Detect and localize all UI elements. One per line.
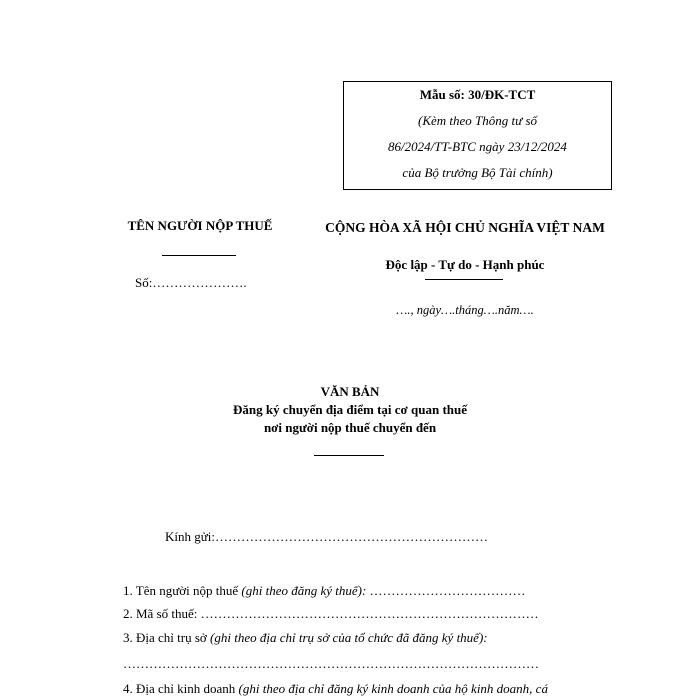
document-number-line: Số:…………………. <box>135 275 247 290</box>
addressee-line: Kính gửi:……………………………………………………… <box>165 529 489 544</box>
item-taxpayer-name <box>123 583 526 599</box>
form-code: Mẫu số: 30/ĐK-TCT <box>419 87 536 102</box>
item-dots: …………………………………………………………………………………… <box>123 656 539 671</box>
document-subtitle-2: nơi người nộp thuế chuyển đến <box>263 420 437 435</box>
item-address-dots <box>123 656 539 672</box>
document-type: VĂN BẢN <box>320 384 380 399</box>
item-dots: ……………………………… <box>366 583 526 598</box>
taxpayer-name-heading: TÊN NGƯỜI NỘP THUẾ <box>127 218 273 233</box>
item-business-address <box>123 681 548 697</box>
republic-heading: CỘNG HÒA XÃ HỘI CHỦ NGHĨA VIỆT NAM <box>325 220 605 235</box>
document-subtitle-1: Đăng ký chuyển địa điểm tại cơ quan thuế <box>232 402 468 417</box>
document-title-block <box>150 383 550 437</box>
date-line: …., ngày….tháng….năm…. <box>396 303 534 317</box>
item-note: (ghi theo đăng ký thuế): <box>241 583 367 598</box>
national-motto: Độc lập - Tự do - Hạnh phúc <box>385 257 545 272</box>
form-circular-line3: của Bộ trưởng Bộ Tài chính) <box>402 165 553 180</box>
form-number-box <box>343 81 612 190</box>
item-label: 4. Địa chỉ kinh doanh <box>123 681 239 696</box>
item-tax-code <box>123 606 539 622</box>
item-note: (ghi theo địa chỉ trụ sở của tổ chức đã đăng ký thuế): <box>210 630 488 645</box>
item-label: 1. Tên người nộp thuế <box>123 583 242 598</box>
right-divider <box>425 279 503 280</box>
item-head-office-address <box>123 630 488 646</box>
item-label: 2. Mã số thuế: <box>123 606 201 621</box>
item-label: 3. Địa chỉ trụ sở <box>123 630 211 645</box>
item-note: (ghi theo địa chỉ đăng ký kinh doanh của hộ kinh doanh, cá <box>238 681 548 696</box>
form-circular-line2: 86/2024/TT-BTC ngày 23/12/2024 <box>388 139 567 154</box>
left-divider <box>162 255 236 256</box>
form-circular-line1: (Kèm theo Thông tư số <box>417 113 538 128</box>
item-dots: …………………………………………………………………… <box>200 606 539 621</box>
title-divider <box>314 455 384 456</box>
